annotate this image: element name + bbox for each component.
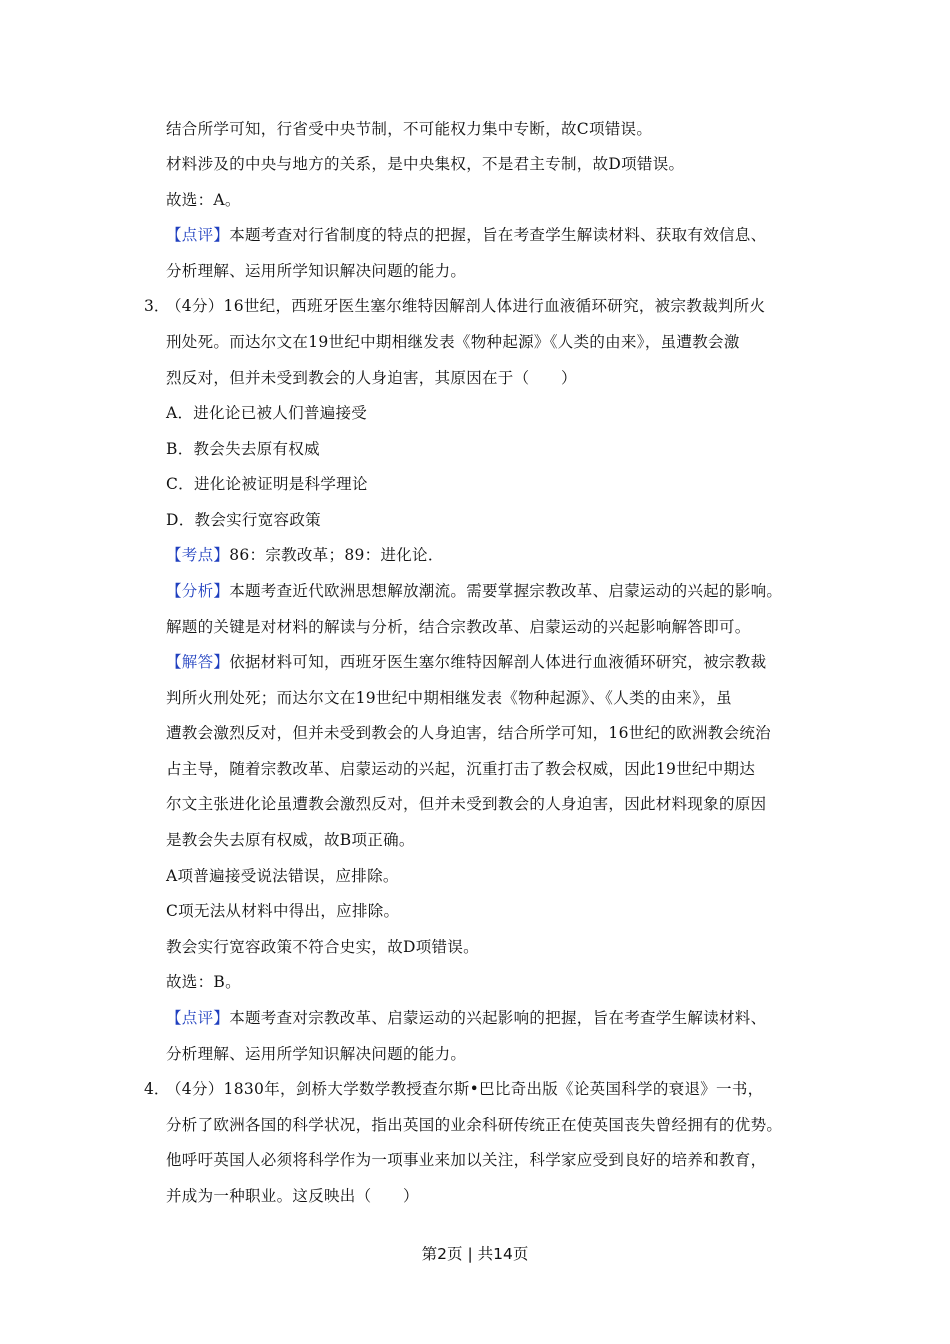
question-stem: 分析了欧洲各国的科学状况，指出英国的业余科研传统正在使英国丧失曾经拥有的优势。 — [166, 1116, 783, 1134]
jieda-text: 依据材料可知，西班牙医生塞尔维特因解剖人体进行血液循环研究，被宗教裁 — [229, 653, 767, 671]
text-line: 尔文主张进化论虽遭教会激烈反对，但并未受到教会的人身迫害，因此材料现象的原因 — [166, 795, 767, 813]
text-line: C项无法从材料中得出，应排除。 — [166, 902, 400, 920]
page-footer: 第2页 | 共14页 — [421, 1245, 529, 1263]
kaodian-text: 86：宗教改革；89：进化论． — [229, 546, 444, 564]
option-c: C．进化论被证明是科学理论 — [166, 475, 368, 493]
question-stem: （4分）1830年，剑桥大学数学教授查尔斯•巴比奇出版《论英国科学的衰退》一书， — [166, 1080, 764, 1098]
jieda-tag: 【解答】 — [166, 653, 230, 671]
jieda-line — [166, 652, 766, 672]
question-number: 4． — [144, 1080, 170, 1098]
fenxi-tag: 【分析】 — [166, 582, 230, 600]
text-line: 教会实行宽容政策不符合史实，故D项错误。 — [166, 938, 479, 956]
text-line: 解题的关键是对材料的解读与分析，结合宗教改革、启蒙运动的兴起影响解答即可。 — [166, 618, 751, 636]
question-stem: 并成为一种职业。这反映出（ ） — [166, 1187, 419, 1205]
question-stem: 刑处死。而达尔文在19世纪中期相继发表《物种起源》《人类的由来》，虽遭教会激 — [166, 333, 740, 351]
option-a: A．进化论已被人们普遍接受 — [166, 404, 368, 422]
option-d: D．教会实行宽容政策 — [166, 511, 321, 529]
review-tag: 【点评】 — [166, 226, 230, 244]
text-line: 遭教会激烈反对，但并未受到教会的人身迫害，结合所学可知，16世纪的欧洲教会统治 — [166, 724, 771, 742]
question-stem: （4分）16世纪，西班牙医生塞尔维特因解剖人体进行血液循环研究，被宗教裁判所火 — [166, 297, 766, 315]
kaodian-line — [166, 545, 444, 565]
text-line: 分析理解、运用所学知识解决问题的能力。 — [166, 262, 467, 280]
review-tag: 【点评】 — [166, 1009, 230, 1027]
kaodian-tag: 【考点】 — [166, 546, 230, 564]
question-stem: 他呼吁英国人必须将科学作为一项事业来加以关注，科学家应受到良好的培养和教育， — [166, 1151, 767, 1169]
option-b: B．教会失去原有权威 — [166, 440, 320, 458]
text-line: 故选：B。 — [166, 973, 241, 991]
review-text: 本题考查对行省制度的特点的把握，旨在考查学生解读材料、获取有效信息、 — [229, 226, 767, 244]
review-text: 本题考查对宗教改革、启蒙运动的兴起影响的把握，旨在考查学生解读材料、 — [229, 1009, 767, 1027]
fenxi-line — [166, 581, 782, 601]
review-line — [166, 1008, 766, 1028]
text-line: A项普遍接受说法错误，应排除。 — [166, 867, 399, 885]
text-line: 判所火刑处死；而达尔文在19世纪中期相继发表《物种起源》、《人类的由来》，虽 — [166, 689, 732, 707]
review-line — [166, 225, 766, 245]
text-line: 材料涉及的中央与地方的关系，是中央集权，不是君主专制，故D项错误。 — [166, 155, 685, 173]
text-line: 故选：A。 — [166, 191, 241, 209]
question-stem: 烈反对，但并未受到教会的人身迫害，其原因在于（ ） — [166, 369, 577, 387]
text-line: 结合所学可知，行省受中央节制，不可能权力集中专断，故C项错误。 — [166, 120, 653, 138]
text-line: 分析理解、运用所学知识解决问题的能力。 — [166, 1045, 467, 1063]
text-line: 占主导，随着宗教改革、启蒙运动的兴起，沉重打击了教会权威，因此19世纪中期达 — [166, 760, 756, 778]
text-line: 是教会失去原有权威，故B项正确。 — [166, 831, 415, 849]
fenxi-text: 本题考查近代欧洲思想解放潮流。需要掌握宗教改革、启蒙运动的兴起的影响。 — [229, 582, 783, 600]
question-number: 3． — [144, 297, 170, 315]
